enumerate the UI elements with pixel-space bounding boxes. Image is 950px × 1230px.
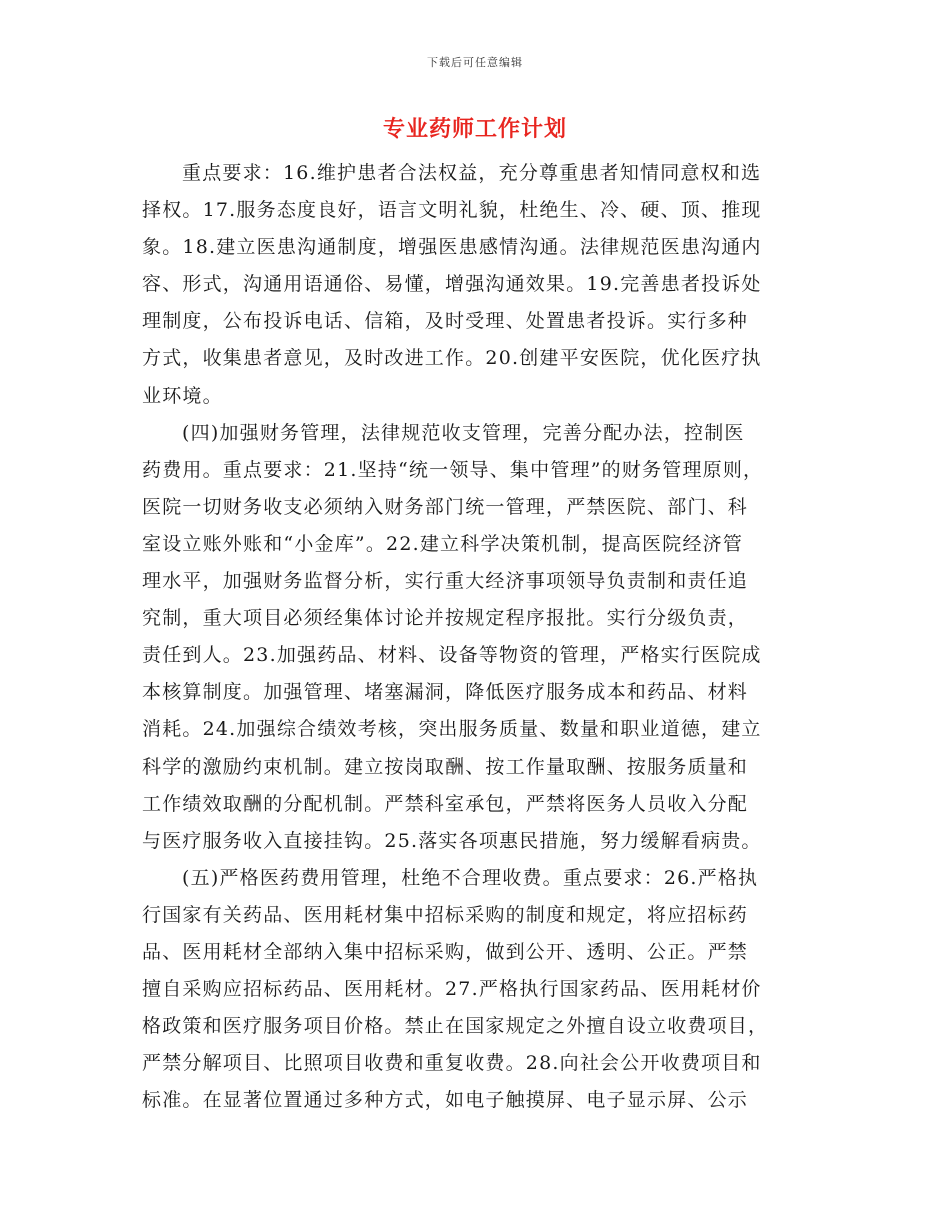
text-line: 擅自采购应招标药品、医用耗材。27.严格执行国家药品、医用耗材价	[142, 978, 762, 1001]
header-note: 下载后可任意编辑	[427, 56, 523, 69]
text-line: 象。18.建立医患沟通制度，增强医患感情沟通。法律规范医患沟通内	[142, 236, 762, 259]
document-body	[142, 155, 822, 1119]
text-line: 行国家有关药品、医用耗材集中招标采购的制度和规定，将应招标药	[142, 903, 749, 926]
text-line: 医院一切财务收支必须纳入财务部门统一管理，严禁医院、部门、科	[142, 495, 749, 518]
text-line: 品、医用耗材全部纳入集中招标采购，做到公开、透明、公正。严禁	[142, 940, 749, 963]
text-line: 责任到人。23.加强药品、材料、设备等物资的管理，严格实行医院成	[142, 644, 762, 667]
text-line: 科学的激励约束机制。建立按岗取酬、按工作量取酬、按服务质量和	[142, 755, 749, 778]
text-line: 标准。在显著位置通过多种方式，如电子触摸屏、电子显示屏、公示	[142, 1089, 749, 1112]
text-line: (四)加强财务管理，法律规范收支管理，完善分配办法，控制医	[182, 421, 745, 444]
text-line: 药费用。重点要求：21.坚持“统一领导、集中管理”的财务管理原则，	[142, 458, 764, 481]
text-line: 业环境。	[142, 384, 223, 407]
text-line: 严禁分解项目、比照项目收费和重复收费。28.向社会公开收费项目和	[142, 1052, 762, 1075]
text-line: 容、形式，沟通用语通俗、易懂，增强沟通效果。19.完善患者投诉处	[142, 273, 762, 296]
text-line: 理水平，加强财务监督分析，实行重大经济事项领导负责制和责任追	[142, 570, 749, 593]
text-line: 与医疗服务收入直接挂钩。25.落实各项惠民措施，努力缓解看病贵。	[142, 829, 762, 852]
text-line: (五)严格医药费用管理，杜绝不合理收费。重点要求：26.严格执	[182, 866, 759, 889]
text-line: 本核算制度。加强管理、堵塞漏洞，降低医疗服务成本和药品、材料	[142, 681, 749, 704]
text-line: 消耗。24.加强综合绩效考核，突出服务质量、数量和职业道德，建立	[142, 718, 762, 741]
text-line: 择权。17.服务态度良好，语言文明礼貌，杜绝生、冷、硬、顶、推现	[142, 199, 762, 222]
text-line: 究制，重大项目必须经集体讨论并按规定程序报批。实行分级负责，	[142, 607, 749, 630]
text-line: 格政策和医疗服务项目价格。禁止在国家规定之外擅自设立收费项目，	[142, 1015, 769, 1038]
document-title: 专业药师工作计划	[382, 116, 567, 142]
text-line: 重点要求：16.维护患者合法权益，充分尊重患者知情同意权和选	[182, 162, 762, 184]
text-line: 理制度，公布投诉电话、信箱，及时受理、处置患者投诉。实行多种	[142, 310, 749, 333]
text-line: 工作绩效取酬的分配机制。严禁科室承包，严禁将医务人员收入分配	[142, 792, 749, 815]
text-line: 方式，收集患者意见，及时改进工作。20.创建平安医院，优化医疗执	[142, 347, 762, 370]
text-line: 室设立账外账和“小金库”。22.建立科学决策机制，提高医院经济管	[142, 532, 744, 555]
